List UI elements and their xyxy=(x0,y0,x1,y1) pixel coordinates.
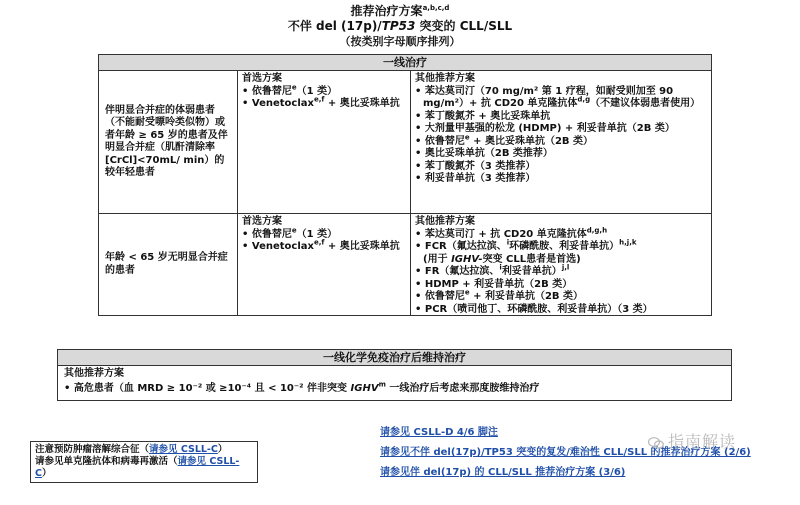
preferred-regimen-item: • 依鲁替尼$^e$（1 类） xyxy=(242,86,406,99)
note-tls: 注意预防肿瘤溶解综合征（请参见 CSLL-C） xyxy=(35,444,228,455)
preferred-heading: 首选方案 xyxy=(242,216,282,227)
del17p-regimen-link[interactable]: 请参见伴 del(17p) 的 CLL/SLL 推荐治疗方案 (3/6) xyxy=(380,467,626,478)
maintenance-section-heading: 其他推荐方案 xyxy=(64,368,124,379)
other-regimen-item: • 利妥昔单抗（3 类推荐） xyxy=(415,173,707,186)
wechat-icon xyxy=(648,437,664,449)
watermark: 指南解读 xyxy=(648,429,736,452)
other-regimen-item: (用于 IGHV-突变 CLL患者是首选) xyxy=(423,253,581,265)
other-regimen-item: • FR（氟达拉滨、$^i$利妥昔单抗）$^{j,l}$ xyxy=(415,266,707,279)
preferred-regimen-item: • Venetoclax$^{e,f}$ + 奥比妥珠单抗 xyxy=(242,98,406,111)
header-title: 推荐治疗方案$^{a,b,c,d}$ xyxy=(350,4,450,18)
other-regimen-item: • 苯丁酸氮芥 + 奥比妥珠单抗 xyxy=(415,111,707,124)
patient-group-young: 年龄 < 65 岁无明显合并症的患者 xyxy=(99,214,238,315)
other-regimen-item: • 奥比妥珠单抗（2B 类推荐） xyxy=(415,148,707,161)
other-regimen-item: • PCR（喷司他丁、环磷酰胺、利妥昔单抗）（3 类） xyxy=(415,304,707,317)
csll-c-link[interactable]: 请参见 CSLL-C xyxy=(35,456,240,479)
page-header xyxy=(0,4,800,49)
other-regimens xyxy=(411,214,711,315)
header-order-note: （按类别字母顺序排列） xyxy=(339,35,461,48)
other-regimen-item: • 大剂量甲基强的松龙 (HDMP) + 利妥昔单抗（2B 类） xyxy=(415,123,707,136)
other-heading: 其他推荐方案 xyxy=(415,73,475,84)
note-antibody: 请参见单克隆抗体和病毒再激活（请参见 CSLL-C） xyxy=(35,456,240,479)
other-heading: 其他推荐方案 xyxy=(415,216,475,227)
footnote-link[interactable]: 请参见 CSLL-D 4/6 脚注 xyxy=(380,427,498,438)
maintenance-item: • 高危患者（血 MRD ≥ 10⁻² 或 ≥10⁻⁴ 且 < 10⁻² 伴非突变 IGHV$^m$ 一线治疗后考虑来那度胺维持治疗 xyxy=(64,380,540,394)
patient-group-frail: 伴明显合并症的体弱患者（不能耐受嘌呤类似物）或者年龄 ≥ 65 岁的患者及伴明显合并症（肌酐清除率 [CrCl]<70mL/ min）的较年轻患者 xyxy=(99,71,238,213)
other-regimen-item: • 苯丁酸氮芥（3 类推荐） xyxy=(415,161,707,174)
preferred-regimen-item: • 依鲁替尼$^e$（1 类） xyxy=(242,229,406,242)
csll-c-link[interactable]: 请参见 CSLL-C xyxy=(149,444,218,455)
preferred-regimens xyxy=(238,71,411,213)
preferred-regimens xyxy=(238,214,411,315)
header-subtitle: 不伴 del (17p)/TP53 突变的 CLL/SLL xyxy=(287,19,513,33)
maintenance-box xyxy=(57,349,732,401)
notes-box xyxy=(30,441,258,483)
table-row xyxy=(99,71,711,214)
relapsed-regimen-link[interactable]: 请参见不伴 del(17p)/TP53 突变的复发/难治性 CLL/SLL 的推荐治疗方案 (2/6) xyxy=(380,447,751,458)
other-regimen-item: • 依鲁替尼$^e$ + 奥比妥珠单抗（2B 类） xyxy=(415,136,707,149)
table-row xyxy=(99,214,711,315)
other-regimen-item: • HDMP + 利妥昔单抗（2B 类） xyxy=(415,279,707,292)
first-line-table xyxy=(98,54,712,316)
first-line-title: 一线治疗 xyxy=(99,55,711,71)
maintenance-title: 一线化学免疫治疗后维持治疗 xyxy=(58,350,731,366)
other-regimen-item: • 苯达莫司汀 + 抗 CD20 单克隆抗体$^{d,g,h}$ xyxy=(415,229,707,242)
other-regimen-item: • 苯达莫司汀（70 mg/m² 第 1 疗程，如耐受则加至 90 mg/m²）+ 抗 CD20 单克隆抗体$^{d,g}$（不建议体弱患者使用） xyxy=(415,86,707,111)
other-regimen-item: • 依鲁替尼$^e$ + 利妥昔单抗（2B 类） xyxy=(415,291,707,304)
other-regimens xyxy=(411,71,711,213)
preferred-heading: 首选方案 xyxy=(242,73,282,84)
other-regimen-item: • FCR（氟达拉滨、$^i$环磷酰胺、利妥昔单抗）$^{h,j,k}$ xyxy=(415,241,707,254)
preferred-regimen-item: • Venetoclax$^{e,f}$ + 奥比妥珠单抗 xyxy=(242,241,406,254)
